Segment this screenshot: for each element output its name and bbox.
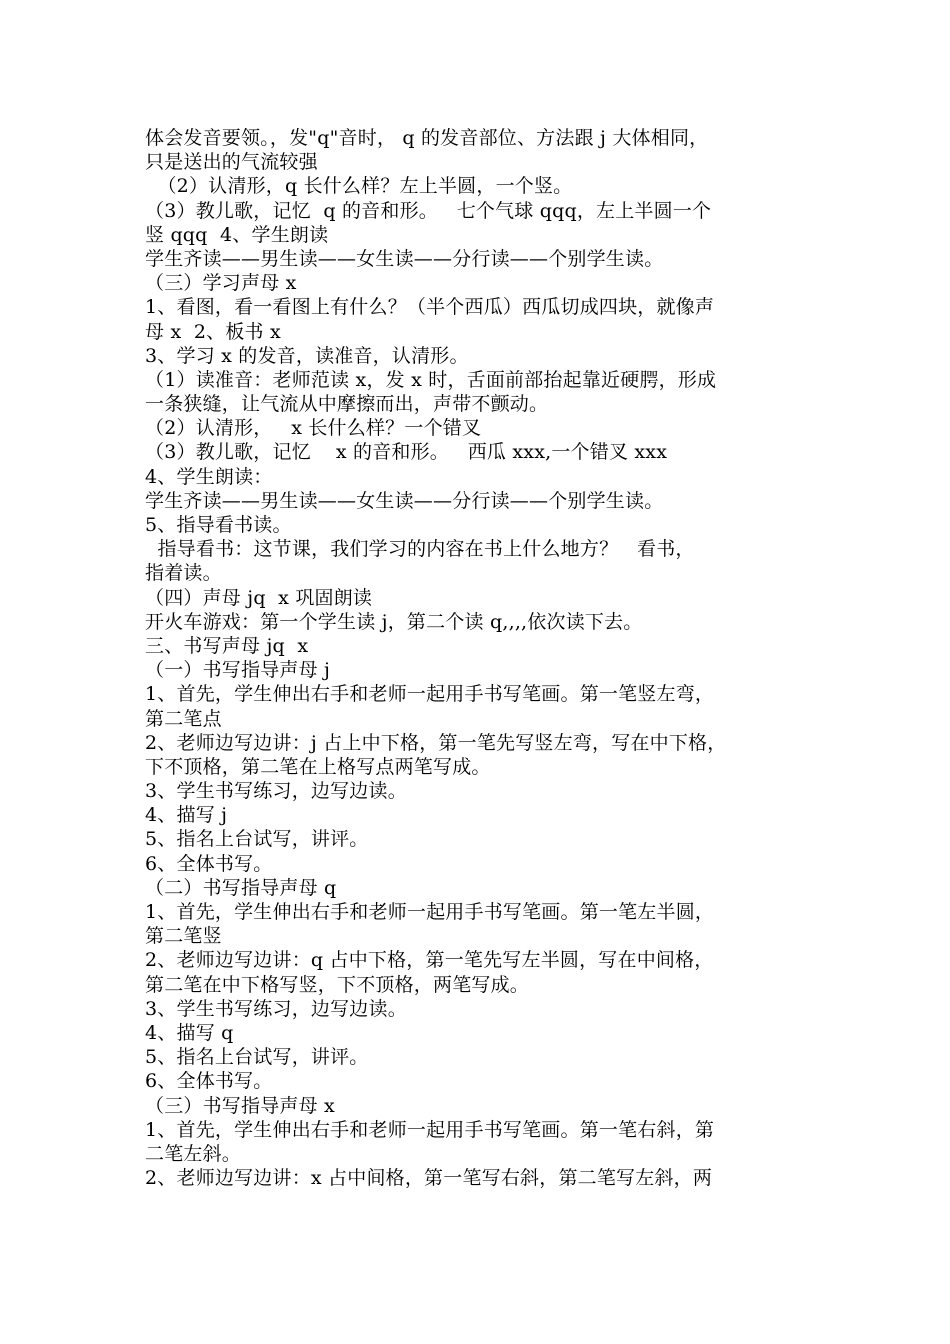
text-line: 二笔左斜。 <box>145 1142 242 1165</box>
text-line: 1、首先，学生伸出右手和老师一起用手书写笔画。第一笔右斜，第 <box>145 1118 715 1141</box>
text-line: （3）教儿歌，记忆 q 的音和形。 七个气球 qqq，左上半圆一个 <box>145 199 712 222</box>
text-line: （2）认清形， x 长什么样？一个错叉 <box>145 417 482 440</box>
text-line: 3、学习 x 的发音，读准音，认清形。 <box>145 344 469 367</box>
text-line: 指导看书：这节课，我们学习的内容在书上什么地方？ 看书， <box>145 538 695 561</box>
text-line: 只是送出的气流较强 <box>145 151 318 174</box>
text-line: 2、老师边写边讲：j 占上中下格，第一笔先写竖左弯，写在中下格， <box>145 731 727 754</box>
text-line: 5、指名上台试写，讲评。 <box>145 828 369 851</box>
text-line: 3、学生书写练习，边写边读。 <box>145 780 407 803</box>
text-line: （三）书写指导声母 x <box>145 1094 335 1117</box>
text-line: 4、描写 j <box>145 804 228 827</box>
text-line: 4、学生朗读： <box>145 465 273 488</box>
text-line: 6、全体书写。 <box>145 1070 273 1093</box>
text-line: 第二笔在中下格写竖，下不顶格，两笔写成。 <box>145 973 530 996</box>
document-body <box>145 126 835 1190</box>
text-line: （一）书写指导声母 j <box>145 659 331 682</box>
text-line: （1）读准音：老师范读 x，发 x 时，舌面前部抬起靠近硬腭，形成 <box>145 368 717 391</box>
text-line: 4、描写 q <box>145 1021 234 1044</box>
text-line: 3、学生书写练习，边写边读。 <box>145 997 407 1020</box>
text-line: 指着读。 <box>145 562 222 585</box>
text-line: 1、首先，学生伸出右手和老师一起用手书写笔画。第一笔竖左弯， <box>145 683 715 706</box>
text-line: 体会发音要领。，发"q"音时， q 的发音部位、方法跟 j 大体相同， <box>145 127 709 149</box>
text-line: 第二笔点 <box>145 707 222 730</box>
text-line: 1、看图，看一看图上有什么？（半个西瓜）西瓜切成四块，就像声 <box>145 296 715 319</box>
text-line: 下不顶格，第二笔在上格写点两笔写成。 <box>145 755 491 778</box>
text-line: （二）书写指导声母 q <box>145 876 337 899</box>
text-line: 第二笔竖 <box>145 925 222 948</box>
text-line: （三）学习声母 x <box>145 272 297 295</box>
text-line: 2、老师边写边讲：q 占中下格，第一笔先写左半圆，写在中间格， <box>145 949 714 972</box>
text-line: 5、指名上台试写，讲评。 <box>145 1046 369 1069</box>
text-line: 竖 qqq 4、学生朗读 <box>145 223 329 246</box>
text-line: 5、指导看书读。 <box>145 514 292 536</box>
text-line: 一条狭缝，让气流从中摩擦而出，声带不颤动。 <box>145 393 549 416</box>
text-line: 母 x 2、板书 x <box>145 320 281 343</box>
text-line: （四）声母 jq x 巩固朗读 <box>145 586 373 609</box>
text-line: 6、全体书写。 <box>145 852 273 875</box>
text-line: 2、老师边写边讲：x 占中间格，第一笔写右斜，第二笔写左斜，两 <box>145 1167 713 1190</box>
text-line: 开火车游戏：第一个学生读 j，第二个读 q,,,,依次读下去。 <box>145 610 643 633</box>
text-line: （3）教儿歌，记忆 x 的音和形。 西瓜 xxx,一个错叉 xxx <box>145 441 668 464</box>
text-line: 学生齐读——男生读——女生读——分行读——个别学生读。 <box>145 489 664 512</box>
text-line: 1、首先，学生伸出右手和老师一起用手书写笔画。第一笔左半圆， <box>145 901 715 923</box>
text-line: 学生齐读——男生读——女生读——分行读——个别学生读。 <box>145 247 664 270</box>
text-line: 三、书写声母 jq x <box>145 634 309 657</box>
text-line: （2）认清形，q 长什么样？左上半圆，一个竖。 <box>145 175 573 198</box>
